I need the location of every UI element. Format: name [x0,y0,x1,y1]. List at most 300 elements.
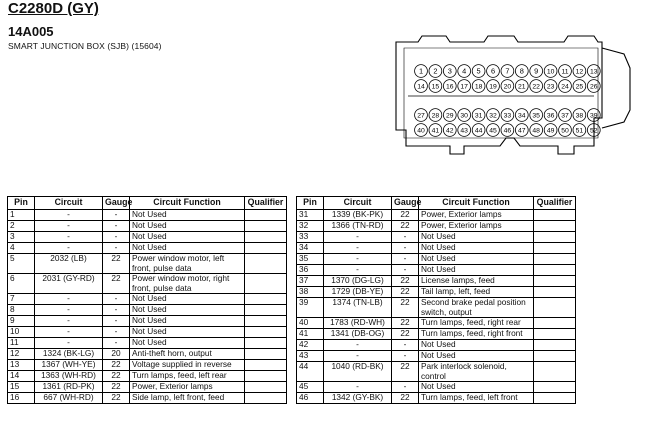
document-header [8,0,162,51]
circuit-cell: 1363 (WH-RD) [35,371,103,382]
col-header-function: Circuit Function [419,197,534,210]
pin-cell: 31 [297,210,324,221]
pin-circle [487,109,500,122]
gauge-cell: - [103,232,130,243]
gauge-cell: 22 [103,274,130,294]
pin-cell: 9 [8,316,35,327]
function-cell: Not Used [130,316,245,327]
function-cell: Not Used [130,221,245,232]
pin-cell: 43 [297,351,324,362]
function-cell: Not Used [130,305,245,316]
pin-number-label: 4 [462,66,467,76]
circuit-cell: 1339 (BK-PK) [324,210,392,221]
pin-cell: 36 [297,265,324,276]
function-cell: Power, Exterior lamps [130,382,245,393]
pin-number-label: 1 [418,66,424,76]
gauge-cell: - [103,305,130,316]
component-name: SMART JUNCTION BOX (SJB) (15604) [8,41,162,51]
circuit-cell: 1324 (BK-LG) [35,349,103,360]
pin-circle [415,124,428,137]
qualifier-cell [245,210,287,221]
pin-cell: 34 [297,243,324,254]
pin-cell: 14 [8,371,35,382]
qualifier-cell [245,305,287,316]
table-row [8,382,287,393]
pin-number-label: 37 [561,112,569,120]
pin-circle [530,109,543,122]
function-cell: Not Used [130,338,245,349]
pin-cell: 33 [297,232,324,243]
pin-number-label: 28 [431,112,440,120]
table-row [8,327,287,338]
table-row [297,382,576,393]
circuit-cell: - [35,338,103,349]
gauge-cell: - [392,265,419,276]
pin-circle [544,80,557,93]
pin-circle [559,109,572,122]
function-cell: Tail lamp, left, feed [419,287,534,298]
pin-number-label: 2 [433,66,438,76]
circuit-cell: 1040 (RD-BK) [324,362,392,382]
table-row [8,232,287,243]
table-row [8,243,287,254]
pin-circle [429,109,442,122]
gauge-cell: 22 [392,393,419,404]
pin-cell: 45 [297,382,324,393]
qualifier-cell [245,316,287,327]
gauge-cell: - [103,221,130,232]
circuit-cell: 1367 (WH-YE) [35,360,103,371]
pin-circle [472,65,485,78]
connector-id: C2280D (GY) [8,0,99,17]
qualifier-cell [534,362,576,382]
circuit-cell: - [324,340,392,351]
pin-circle [429,65,442,78]
pin-cell: 46 [297,393,324,404]
col-header-circuit: Circuit [35,197,103,210]
function-cell: Turn lamps, feed, left rear [130,371,245,382]
function-cell: License lamps, feed [419,276,534,287]
circuit-cell: 2032 (LB) [35,254,103,274]
pin-cell: 39 [297,298,324,318]
pin-number-label: 11 [561,68,569,76]
table-row [297,221,576,232]
function-cell: Not Used [419,382,534,393]
pin-number-label: 35 [532,112,540,120]
function-cell: Not Used [130,210,245,221]
function-cell: Not Used [130,243,245,254]
table-row [8,360,287,371]
pin-cell: 11 [8,338,35,349]
table-row [297,232,576,243]
pin-number-label: 25 [575,83,584,91]
table-row [8,371,287,382]
table-header-row [8,197,287,210]
col-header-gauge: Gauge [103,197,130,210]
pin-cell: 4 [8,243,35,254]
circuit-cell: 1366 (TN-RD) [324,221,392,232]
pin-circle [573,124,586,137]
pin-number-label: 46 [503,127,512,135]
function-cell: Power window motor, right front, pulse data [130,274,245,294]
gauge-cell: 20 [103,349,130,360]
function-cell: Not Used [419,232,534,243]
pin-number-label: 6 [490,66,496,76]
pin-number-label: 21 [518,83,526,91]
qualifier-cell [534,243,576,254]
pin-circle [487,124,500,137]
table-row [297,351,576,362]
table-row [8,338,287,349]
pin-number-label: 40 [417,127,425,135]
qualifier-cell [245,254,287,274]
qualifier-cell [245,327,287,338]
pin-circle [458,65,471,78]
gauge-cell: - [103,243,130,254]
qualifier-cell [245,393,287,404]
circuit-cell: - [324,382,392,393]
circuit-cell: - [324,243,392,254]
function-cell: Turn lamps, feed, right rear [419,318,534,329]
pin-circle [472,80,485,93]
circuit-cell: - [35,327,103,338]
pin-circle [559,124,572,137]
circuit-cell: 1783 (RD-WH) [324,318,392,329]
pin-number-label: 10 [546,68,555,76]
pin-circle [515,80,528,93]
gauge-cell: 22 [103,360,130,371]
pin-circle [429,124,442,137]
circuit-cell: 1361 (RD-PK) [35,382,103,393]
pin-number-label: 22 [532,83,540,91]
circuit-cell: - [324,232,392,243]
pin-number-label: 33 [503,112,512,120]
pin-cell: 13 [8,360,35,371]
pin-number-label: 23 [546,83,555,91]
pin-number-label: 45 [489,127,497,135]
part-number: 14A005 [8,24,54,39]
table-row [297,393,576,404]
table-row [297,362,576,382]
qualifier-cell [534,351,576,362]
qualifier-cell [534,210,576,221]
function-cell: Voltage supplied in reverse [130,360,245,371]
pin-cell: 32 [297,221,324,232]
pin-circle [501,124,514,137]
pin-number-label: 47 [518,127,526,135]
pin-number-label: 14 [417,83,425,91]
pin-number-label: 27 [417,112,425,120]
table-row [8,316,287,327]
table-row [297,298,576,318]
circuit-cell: 1370 (DG-LG) [324,276,392,287]
gauge-cell: - [103,316,130,327]
pin-number-label: 31 [474,112,483,120]
pin-number-label: 42 [446,127,454,135]
qualifier-cell [245,338,287,349]
qualifier-cell [534,318,576,329]
pin-number-label: 3 [447,66,452,76]
circuit-cell: 1342 (GY-BK) [324,393,392,404]
pin-number-label: 19 [489,83,497,91]
pin-circle [530,124,543,137]
pin-cell: 40 [297,318,324,329]
qualifier-cell [534,254,576,265]
pin-cell: 35 [297,254,324,265]
pin-number-label: 51 [575,127,584,135]
pin-circle [530,65,543,78]
table-row [297,265,576,276]
connector-latch [602,48,630,128]
table-row [297,276,576,287]
pin-cell: 1 [8,210,35,221]
table-row [8,393,287,404]
qualifier-cell [534,382,576,393]
circuit-cell: 667 (WH-RD) [35,393,103,404]
pin-circle [443,80,456,93]
col-header-qualifier: Qualifier [245,197,287,210]
function-cell: Power window motor, left front, pulse data [130,254,245,274]
qualifier-cell [534,221,576,232]
pin-number-label: 13 [590,68,598,76]
circuit-cell: - [35,243,103,254]
table-row [8,294,287,305]
pin-circle [559,65,572,78]
qualifier-cell [245,221,287,232]
pin-number-label: 32 [489,112,497,120]
pin-number-label: 17 [460,83,468,91]
gauge-cell: - [392,351,419,362]
table-row [8,349,287,360]
pin-circle [573,109,586,122]
connector-face-diagram [388,18,638,158]
pin-number-label: 44 [474,127,483,135]
function-cell: Not Used [130,232,245,243]
circuit-cell: - [35,305,103,316]
pin-cell: 5 [8,254,35,274]
pin-circle [515,65,528,78]
table-row [297,210,576,221]
qualifier-cell [245,349,287,360]
pin-cell: 16 [8,393,35,404]
pin-circle [415,109,428,122]
pin-circle [544,65,557,78]
table-row [8,254,287,274]
col-header-circuit: Circuit [324,197,392,210]
gauge-cell: - [392,232,419,243]
pin-number-label: 30 [460,112,468,120]
pin-number-label: 38 [575,112,584,120]
function-cell: Power, Exterior lamps [419,210,534,221]
pin-cell: 38 [297,287,324,298]
gauge-cell: - [103,327,130,338]
qualifier-cell [534,393,576,404]
pinout-table-right [296,196,576,404]
pin-circle [443,65,456,78]
function-cell: Not Used [130,327,245,338]
gauge-cell: 22 [103,371,130,382]
function-cell: Turn lamps, feed, right front [419,329,534,340]
function-cell: Anti-theft horn, output [130,349,245,360]
function-cell: Not Used [130,294,245,305]
gauge-cell: - [103,338,130,349]
gauge-cell: 22 [392,210,419,221]
pin-cell: 12 [8,349,35,360]
gauge-cell: 22 [392,221,419,232]
qualifier-cell [245,274,287,294]
pin-number-label: 43 [460,127,468,135]
table-row [297,329,576,340]
pin-circle [458,80,471,93]
connector-outline [396,36,602,154]
qualifier-cell [534,287,576,298]
circuit-cell: 1341 (DB-OG) [324,329,392,340]
pin-circles [415,65,601,137]
pin-circle [501,109,514,122]
pin-cell: 7 [8,294,35,305]
qualifier-cell [534,276,576,287]
pin-circle [443,109,456,122]
pin-circle [515,109,528,122]
col-header-qualifier: Qualifier [534,197,576,210]
gauge-cell: 22 [103,393,130,404]
col-header-pin: Pin [297,197,324,210]
gauge-cell: - [103,210,130,221]
pin-circle [573,65,586,78]
gauge-cell: - [103,294,130,305]
function-cell: Park interlock solenoid, control [419,362,534,382]
pin-number-label: 18 [474,83,483,91]
circuit-cell: - [35,294,103,305]
circuit-cell: 2031 (GY-RD) [35,274,103,294]
function-cell: Side lamp, left front, feed [130,393,245,404]
gauge-cell: - [392,340,419,351]
pin-circle [501,80,514,93]
pin-number-label: 24 [561,83,569,91]
table-row [297,287,576,298]
qualifier-cell [534,298,576,318]
pin-cell: 41 [297,329,324,340]
function-cell: Not Used [419,265,534,276]
table-row [8,305,287,316]
function-cell: Not Used [419,351,534,362]
qualifier-cell [534,340,576,351]
gauge-cell: 22 [103,382,130,393]
circuit-cell: 1374 (TN-LB) [324,298,392,318]
qualifier-cell [245,232,287,243]
function-cell: Not Used [419,254,534,265]
function-cell: Not Used [419,340,534,351]
pin-circle [443,124,456,137]
pin-number-label: 49 [546,127,555,135]
col-header-pin: Pin [8,197,35,210]
pin-number-label: 48 [532,127,540,135]
pin-cell: 44 [297,362,324,382]
pin-number-label: 5 [476,66,481,76]
col-header-gauge: Gauge [392,197,419,210]
pin-number-label: 12 [575,68,584,76]
table-row [297,340,576,351]
pin-circle [573,80,586,93]
circuit-cell: 1729 (DB-YE) [324,287,392,298]
pin-circle [472,124,485,137]
function-cell: Second brake pedal position switch, output [419,298,534,318]
qualifier-cell [534,265,576,276]
pin-number-label: 9 [534,66,539,76]
pin-cell: 10 [8,327,35,338]
qualifier-cell [245,360,287,371]
pin-circle [472,109,485,122]
pin-circle [515,124,528,137]
pin-number-label: 26 [590,83,598,91]
pin-circle [415,80,428,93]
pin-number-label: 50 [561,127,569,135]
pin-cell: 15 [8,382,35,393]
pin-circle [487,65,500,78]
pin-cell: 6 [8,274,35,294]
qualifier-cell [534,232,576,243]
pin-number-label: 7 [505,66,510,76]
pin-number-label: 39 [590,112,598,120]
pin-cell: 8 [8,305,35,316]
table-row [8,210,287,221]
pin-cell: 37 [297,276,324,287]
qualifier-cell [245,371,287,382]
circuit-cell: - [35,232,103,243]
pin-circle [458,124,471,137]
col-header-function: Circuit Function [130,197,245,210]
gauge-cell: - [392,243,419,254]
pin-cell: 2 [8,221,35,232]
qualifier-cell [534,329,576,340]
table-row [8,221,287,232]
pin-circle [530,80,543,93]
gauge-cell: 22 [103,254,130,274]
pin-circle [501,65,514,78]
gauge-cell: 22 [392,287,419,298]
pin-number-label: 20 [503,83,512,91]
qualifier-cell [245,243,287,254]
pin-cell: 3 [8,232,35,243]
circuit-cell: - [324,351,392,362]
gauge-cell: 22 [392,318,419,329]
table-row [297,318,576,329]
pin-circle [415,65,428,78]
pin-number-label: 34 [518,112,526,120]
gauge-cell: - [392,254,419,265]
qualifier-cell [245,294,287,305]
circuit-cell: - [35,316,103,327]
pin-number-label: 36 [546,112,555,120]
gauge-cell: 22 [392,329,419,340]
qualifier-cell [245,382,287,393]
circuit-cell: - [35,221,103,232]
pin-circle [458,109,471,122]
pin-circle [544,109,557,122]
gauge-cell: - [392,382,419,393]
gauge-cell: 22 [392,362,419,382]
gauge-cell: 22 [392,276,419,287]
pin-number-label: 16 [446,83,454,91]
pin-circle [559,80,572,93]
circuit-cell: - [324,254,392,265]
circuit-cell: - [324,265,392,276]
table-row [297,243,576,254]
table-row [297,254,576,265]
pin-number-label: 41 [431,127,440,135]
pin-circle [429,80,442,93]
circuit-cell: - [35,210,103,221]
